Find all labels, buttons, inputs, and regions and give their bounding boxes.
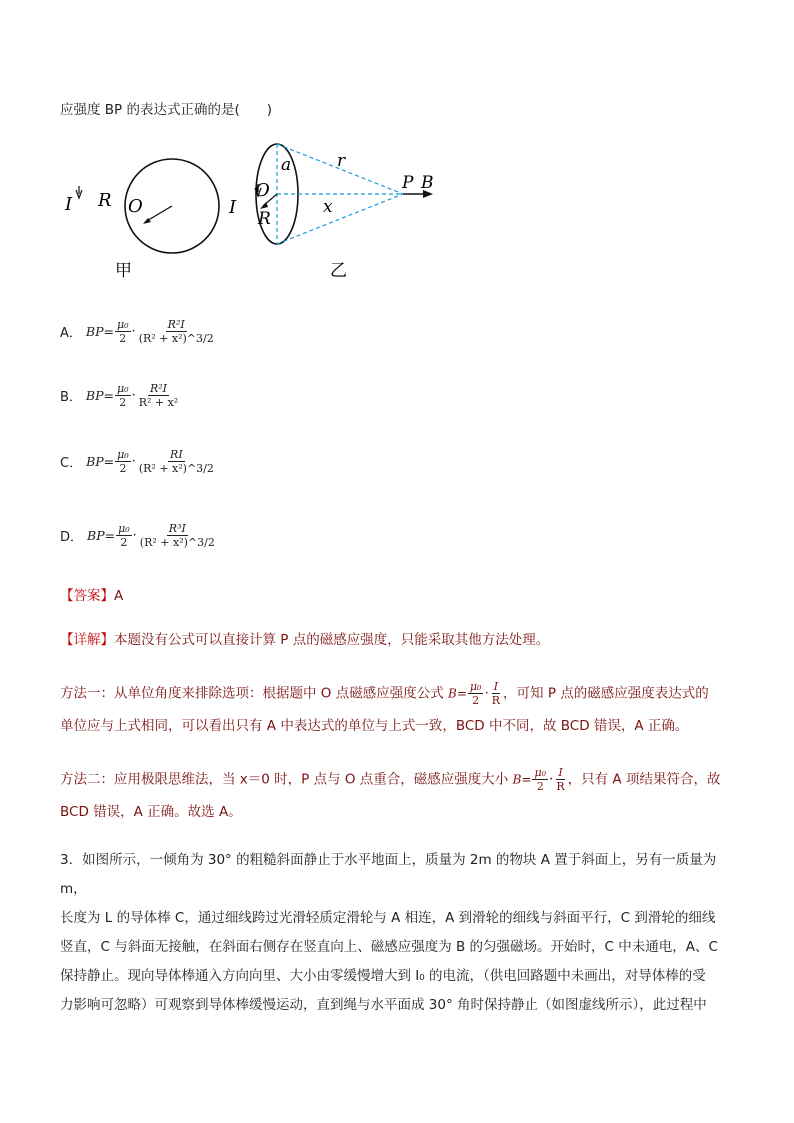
- option-a[interactable]: A． BP= $\frac{\text{μ₀}}{2}$ · $\frac{\text{R²I}}{\text{(R² + x²)\textasciicircum{}3/2}}$: [60, 318, 214, 345]
- label-I-left: I: [65, 194, 73, 215]
- method2-line2: BCD 错误，A 正确。故选 A。: [60, 804, 242, 820]
- label-O-left: O: [128, 196, 143, 217]
- label-P: P: [402, 173, 414, 193]
- figure-diagram: [55, 140, 475, 285]
- caption-right: 乙: [330, 261, 347, 281]
- option-c[interactable]: C． BP= $\frac{\text{μ₀}}{2}$ · $\frac{RI}{\text{(R² + x²)\textasciicircum{}3/2}}$: [60, 448, 214, 475]
- label-O-right: O: [255, 180, 270, 201]
- q3-line-2: 长度为 L 的导体棒 C，通过细线跨过光滑轻质定滑轮与 A 相连，A 到滑轮的细线与斜面平行，C 到滑轮的细线: [60, 910, 716, 926]
- label-B: B: [421, 173, 434, 193]
- q3-line-1: 3．如图所示，一倾角为 30° 的粗糙斜面静止于水平地面上，质量为 2m 的物块 A 置于斜面上，另有一质量为 m，: [60, 852, 717, 897]
- label-R-right: R: [258, 209, 271, 229]
- q3-line-3: 竖直，C 与斜面无接触，在斜面右侧存在竖直向上、磁感应强度为 B 的匀强磁场。开始时，C 中未通电，A、C: [60, 939, 718, 955]
- label-r: r: [337, 151, 346, 171]
- question-3: [60, 846, 740, 1020]
- method1-line2: 单位应与上式相同，可以看出只有 A 中表达式的单位与上式一致，BCD 中不同，故 BCD 错误，A 正确。: [60, 718, 689, 734]
- current-arrow-left: [76, 186, 82, 198]
- question-stem: 应强度 BP 的表达式正确的是( ): [60, 102, 273, 118]
- answer-line: 【答案】A: [60, 588, 124, 604]
- label-x: x: [323, 197, 333, 217]
- label-I-right: I: [229, 197, 237, 218]
- q3-line-4: 保持静止。现向导体棒通入方向向里、大小由零缓慢增大到 I₀ 的电流，（供电回路题中未画出，对导体棒的受: [60, 968, 706, 984]
- q3-line-5: 力影响可忽略）可观察到导体棒缓慢运动，直到绳与水平面成 30° 角时保持静止（如图虚线所示），此过程中: [60, 997, 707, 1013]
- method1-line1: 方法一：从单位角度来排除选项：根据题中 O 点磁感应强度公式 B= $\frac{\text{μ₀}}{2}$ · $\frac{I}{R}$ ，可知 P 点的磁感应强度表达式的: [60, 680, 709, 707]
- option-b[interactable]: B． BP= $\frac{\text{μ₀}}{2}$ · $\frac{\text{R²I}}{\text{R² + x²}}$: [60, 382, 179, 409]
- label-a: a: [281, 155, 292, 175]
- option-d[interactable]: D． BP= $\frac{\text{μ₀}}{2}$ · $\frac{\text{R³I}}{\text{(R² + x²)\textasciicircum{}3/2}}$: [60, 522, 215, 549]
- detail-line: 【详解】本题没有公式可以直接计算 P 点的磁感应强度，只能采取其他方法处理。: [60, 632, 550, 648]
- caption-left: 甲: [115, 261, 132, 281]
- label-R-left: R: [98, 190, 112, 211]
- method2-line1: 方法二：应用极限思维法，当 x＝0 时，P 点与 O 点重合，磁感应强度大小 B= $\frac{\text{μ₀}}{2}$ · $\frac{I}{R}$ ，只有 A 项结果符合，故: [60, 766, 721, 793]
